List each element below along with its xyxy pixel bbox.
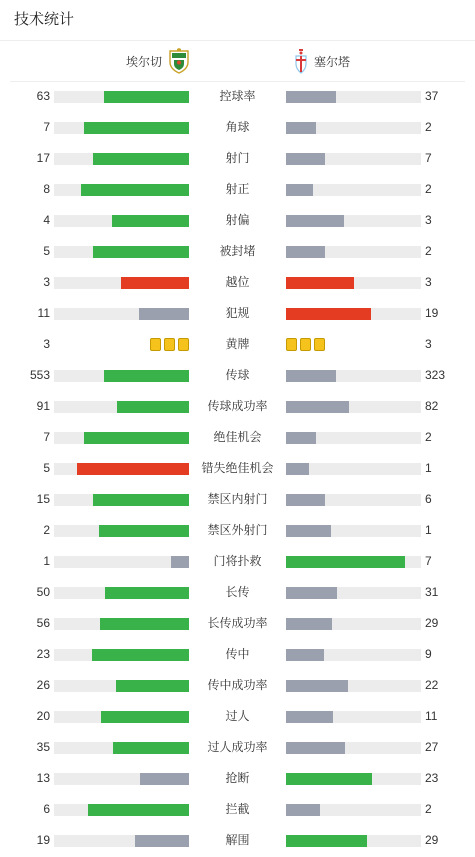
away-bar-track <box>286 370 421 382</box>
home-bar-fill <box>88 804 189 816</box>
away-bar-fill <box>286 246 325 258</box>
divider <box>0 40 475 41</box>
away-value: 6 <box>425 492 432 506</box>
away-bar-track <box>286 277 421 289</box>
away-value: 3 <box>425 337 432 351</box>
stats-list <box>0 82 475 857</box>
stat-row <box>0 547 475 578</box>
elche-crest-icon <box>168 48 190 74</box>
home-bar-track <box>54 91 189 103</box>
home-value: 56 <box>36 616 50 630</box>
home-value: 23 <box>36 647 50 661</box>
away-bar-fill <box>286 804 320 816</box>
home-value: 15 <box>36 492 50 506</box>
yellow-card-icon <box>314 338 325 351</box>
away-value: 3 <box>425 275 432 289</box>
home-value: 26 <box>36 678 50 692</box>
home-value: 5 <box>43 244 50 258</box>
away-value: 82 <box>425 399 439 413</box>
home-bar-fill <box>93 246 189 258</box>
away-value: 1 <box>425 523 432 537</box>
stat-label: 传球 <box>225 368 250 382</box>
away-bar-track <box>286 556 421 568</box>
stat-label: 射正 <box>225 182 250 196</box>
stat-label: 抢断 <box>225 771 250 785</box>
home-bar-track <box>54 804 189 816</box>
home-bar-track <box>54 370 189 382</box>
home-value: 3 <box>43 275 50 289</box>
home-bar-track <box>54 277 189 289</box>
stat-label: 解围 <box>225 833 250 847</box>
away-value: 31 <box>425 585 439 599</box>
away-value: 19 <box>425 306 439 320</box>
away-bar-track <box>286 432 421 444</box>
away-value: 29 <box>425 833 439 847</box>
home-value: 50 <box>36 585 50 599</box>
stat-label: 射门 <box>225 151 250 165</box>
home-bar-fill <box>139 308 189 320</box>
away-bar-track <box>286 618 421 630</box>
away-bar-fill <box>286 649 324 661</box>
away-bar-fill <box>286 153 325 165</box>
away-bar-track <box>286 711 421 723</box>
away-bar-fill <box>286 277 354 289</box>
away-value: 2 <box>425 120 432 134</box>
home-bar-track <box>54 742 189 754</box>
stat-row <box>0 485 475 516</box>
stat-row <box>0 237 475 268</box>
stat-row <box>0 671 475 702</box>
away-value: 7 <box>425 554 432 568</box>
away-bar-track <box>286 835 421 847</box>
home-bar-fill <box>105 587 189 599</box>
stat-row <box>0 454 475 485</box>
away-bar-track <box>286 122 421 134</box>
away-value: 27 <box>425 740 439 754</box>
away-value: 7 <box>425 151 432 165</box>
away-bar-track <box>286 587 421 599</box>
yellow-card-icon <box>178 338 189 351</box>
home-value: 35 <box>36 740 50 754</box>
yellow-card-icon <box>164 338 175 351</box>
stat-label: 控球率 <box>219 89 256 103</box>
stat-label: 传球成功率 <box>207 399 268 413</box>
home-bar-track <box>54 525 189 537</box>
home-bar-fill <box>113 742 189 754</box>
away-value: 11 <box>425 709 438 723</box>
stat-label: 长传成功率 <box>207 616 268 630</box>
stat-row <box>0 733 475 764</box>
home-value: 11 <box>37 306 50 320</box>
home-bar-track <box>54 308 189 320</box>
home-bar-track <box>54 153 189 165</box>
home-value: 3 <box>43 337 50 351</box>
stat-row <box>0 206 475 237</box>
stat-row <box>0 82 475 113</box>
home-value: 7 <box>43 430 50 444</box>
stat-row <box>0 795 475 826</box>
away-bar-track <box>286 680 421 692</box>
home-value: 20 <box>36 709 50 723</box>
away-bar-track <box>286 463 421 475</box>
home-bar-fill <box>92 649 189 661</box>
away-bar-fill <box>286 618 332 630</box>
home-bar-track <box>54 587 189 599</box>
stat-label: 传中 <box>225 647 250 661</box>
away-bar-track <box>286 246 421 258</box>
home-bar-track <box>54 463 189 475</box>
stat-row <box>0 144 475 175</box>
away-bar-fill <box>286 742 345 754</box>
stat-row <box>0 175 475 206</box>
stat-row <box>0 392 475 423</box>
yellow-card-icon <box>150 338 161 351</box>
home-bar-track <box>54 246 189 258</box>
home-bar-fill <box>140 773 189 785</box>
home-value: 17 <box>36 151 50 165</box>
stat-label: 禁区外射门 <box>207 523 268 537</box>
home-bar-track <box>54 649 189 661</box>
away-value: 23 <box>425 771 439 785</box>
away-bar-fill <box>286 215 344 227</box>
home-bar-fill <box>100 618 189 630</box>
home-team[interactable] <box>126 44 190 78</box>
stat-row <box>0 640 475 671</box>
away-bar-track <box>286 649 421 661</box>
home-bar-fill <box>112 215 189 227</box>
home-bar-fill <box>116 680 189 692</box>
stat-label: 黄牌 <box>225 337 250 351</box>
home-bar-track <box>54 401 189 413</box>
home-bar-track <box>54 556 189 568</box>
stat-label: 拦截 <box>225 802 250 816</box>
home-bar-track <box>54 215 189 227</box>
away-value: 37 <box>425 89 439 103</box>
away-value: 9 <box>425 647 432 661</box>
away-bar-track <box>286 804 421 816</box>
away-bar-track <box>286 525 421 537</box>
yellow-card-icon <box>286 338 297 351</box>
away-bar-fill <box>286 401 349 413</box>
home-bar-fill <box>93 153 189 165</box>
home-bar-fill <box>121 277 189 289</box>
stat-row <box>0 764 475 795</box>
stat-row <box>0 268 475 299</box>
away-team-name: 塞尔塔 <box>314 54 351 69</box>
away-bar-track <box>286 184 421 196</box>
away-bar-fill <box>286 370 336 382</box>
home-bar-track <box>54 680 189 692</box>
away-bar-fill <box>286 556 405 568</box>
away-bar-fill <box>286 184 313 196</box>
away-bar-fill <box>286 525 331 537</box>
stat-row <box>0 826 475 857</box>
away-bar-fill <box>286 773 372 785</box>
home-bar-track <box>54 184 189 196</box>
home-bar-track <box>54 711 189 723</box>
home-bar-track <box>54 494 189 506</box>
away-bar-fill <box>286 835 367 847</box>
home-value: 5 <box>43 461 50 475</box>
away-bar-track <box>286 215 421 227</box>
away-bar-track <box>286 773 421 785</box>
stat-label: 门将扑救 <box>213 554 262 568</box>
stat-label: 过人成功率 <box>207 740 268 754</box>
page-title: 技术统计 <box>14 11 75 28</box>
stat-label: 射偏 <box>225 213 250 227</box>
away-yellow-cards <box>286 338 325 351</box>
stat-label: 越位 <box>225 275 250 289</box>
away-bar-fill <box>286 308 371 320</box>
away-bar-fill <box>286 587 337 599</box>
home-bar-fill <box>104 370 189 382</box>
stat-row <box>0 609 475 640</box>
away-bar-fill <box>286 122 316 134</box>
stat-row <box>0 299 475 330</box>
away-bar-fill <box>286 711 333 723</box>
away-value: 323 <box>425 368 446 382</box>
home-value: 91 <box>36 399 50 413</box>
home-value: 1 <box>43 554 50 568</box>
stat-label: 长传 <box>225 585 250 599</box>
away-bar-track <box>286 494 421 506</box>
away-value: 2 <box>425 244 432 258</box>
away-bar-fill <box>286 432 316 444</box>
stat-row <box>0 423 475 454</box>
home-yellow-cards <box>150 338 189 351</box>
home-bar-fill <box>81 184 189 196</box>
stat-label: 过人 <box>225 709 250 723</box>
stat-row <box>0 516 475 547</box>
home-value: 8 <box>43 182 50 196</box>
home-value: 2 <box>43 523 50 537</box>
away-value: 2 <box>425 182 432 196</box>
home-bar-fill <box>171 556 189 568</box>
home-bar-fill <box>104 91 189 103</box>
stat-label: 错失绝佳机会 <box>201 461 274 475</box>
home-team-name: 埃尔切 <box>126 54 163 69</box>
stat-row <box>0 113 475 144</box>
stat-label: 犯规 <box>225 306 250 320</box>
home-value: 63 <box>36 89 50 103</box>
home-value: 4 <box>43 213 50 227</box>
away-bar-fill <box>286 680 348 692</box>
stat-label: 被封堵 <box>219 244 256 258</box>
home-bar-fill <box>135 835 189 847</box>
away-value: 22 <box>425 678 439 692</box>
home-bar-track <box>54 835 189 847</box>
away-bar-track <box>286 401 421 413</box>
home-bar-track <box>54 618 189 630</box>
stat-label: 禁区内射门 <box>207 492 268 506</box>
away-team[interactable] <box>294 44 350 78</box>
away-value: 29 <box>425 616 439 630</box>
away-bar-track <box>286 153 421 165</box>
home-bar-fill <box>84 122 189 134</box>
stat-row <box>0 330 475 361</box>
home-value: 7 <box>43 120 50 134</box>
home-bar-fill <box>117 401 189 413</box>
home-bar-fill <box>99 525 189 537</box>
home-value: 553 <box>29 368 50 382</box>
home-bar-track <box>54 773 189 785</box>
away-bar-fill <box>286 91 336 103</box>
away-value: 2 <box>425 802 432 816</box>
away-bar-track <box>286 91 421 103</box>
away-bar-track <box>286 308 421 320</box>
stat-label: 角球 <box>225 120 250 134</box>
team-header <box>0 44 475 78</box>
home-bar-fill <box>101 711 189 723</box>
stat-row <box>0 578 475 609</box>
stat-row <box>0 702 475 733</box>
away-bar-fill <box>286 463 309 475</box>
home-value: 13 <box>36 771 50 785</box>
home-bar-fill <box>77 463 189 475</box>
away-bar-fill <box>286 494 325 506</box>
stat-label: 传中成功率 <box>207 678 268 692</box>
home-bar-track <box>54 432 189 444</box>
home-bar-fill <box>84 432 189 444</box>
away-bar-track <box>286 742 421 754</box>
yellow-card-icon <box>300 338 311 351</box>
away-value: 2 <box>425 430 432 444</box>
home-value: 6 <box>43 802 50 816</box>
away-value: 3 <box>425 213 432 227</box>
stat-label: 绝佳机会 <box>213 430 262 444</box>
celta-crest-icon <box>294 48 308 74</box>
away-value: 1 <box>425 461 432 475</box>
home-bar-fill <box>93 494 189 506</box>
home-bar-track <box>54 122 189 134</box>
home-value: 19 <box>36 833 50 847</box>
stat-row <box>0 361 475 392</box>
